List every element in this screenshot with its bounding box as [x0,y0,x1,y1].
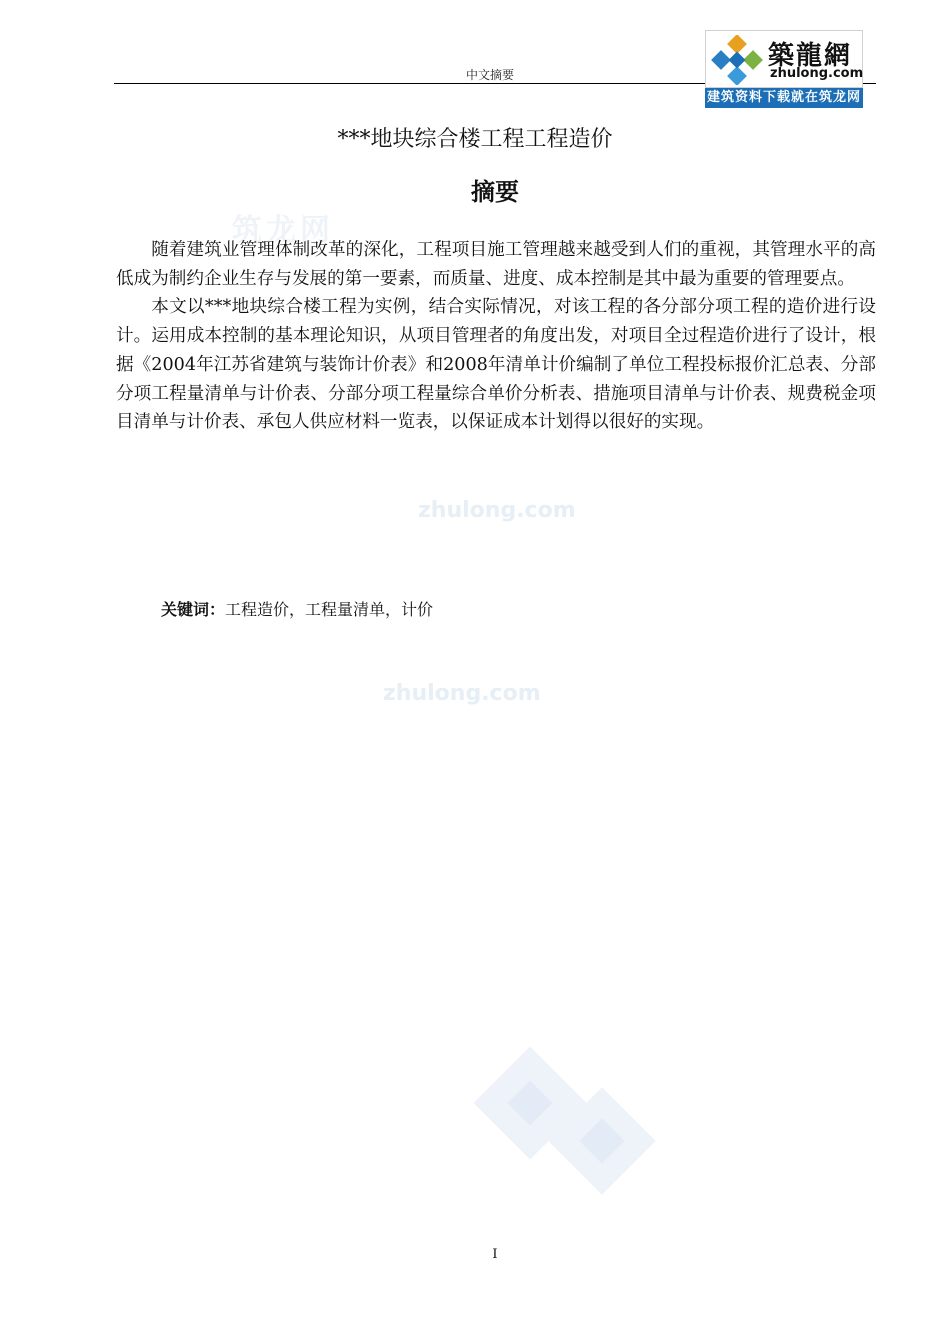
logo-slogan: 建筑资料下载就在筑龙网 [705,88,863,108]
keywords-line [161,597,433,620]
logo-panel [705,30,863,88]
logo-domain: zhulong.com [770,66,864,81]
keywords-value: 工程造价，工程量清单，计价 [225,600,434,619]
abstract-body [116,236,876,437]
abstract-heading: 摘要 [471,178,519,206]
zhulong-logo [705,30,863,108]
watermark-snowflake-icon [462,1045,672,1195]
watermark-text: zhulong.com [418,498,576,523]
page-number: I [492,1247,498,1262]
running-header: 中文摘要 [466,68,515,82]
abstract-paragraph: 随着建筑业管理体制改革的深化，工程项目施工管理越来越受到人们的重视，其管理水平的高低成为制约企业生存与发展的第一要素，而质量、进度、成本控制是其中最为重要的管理要点。 [116,240,876,289]
keywords-label: 关键词： [161,600,226,619]
watermark-cn: 筑龙网 [232,213,334,248]
document-title: ***地块综合楼工程工程造价 [337,127,613,152]
logo-name-cn: 築龍網 [768,41,853,71]
watermark-text: zhulong.com [383,681,541,706]
snowflake-logo-icon [710,35,766,85]
abstract-paragraph: 本文以***地块综合楼工程为实例，结合实际情况，对该工程的各分部分项工程的造价进行设计。运用成本控制的基本理论知识，从项目管理者的角度出发，对项目全过程造价进行了设计，根据《2004年江苏省建筑与装饰计价表》和2008年清单计价编制了单位工程投标报价汇总表、分部分项工程量清单与计价表、分部分项工程量综合单价分析表、措施项目清单与计价表、规费税金项目清单与计价表、承包人供应材料一览表，以保证成本计划得以很好的实现。 [116,297,876,433]
